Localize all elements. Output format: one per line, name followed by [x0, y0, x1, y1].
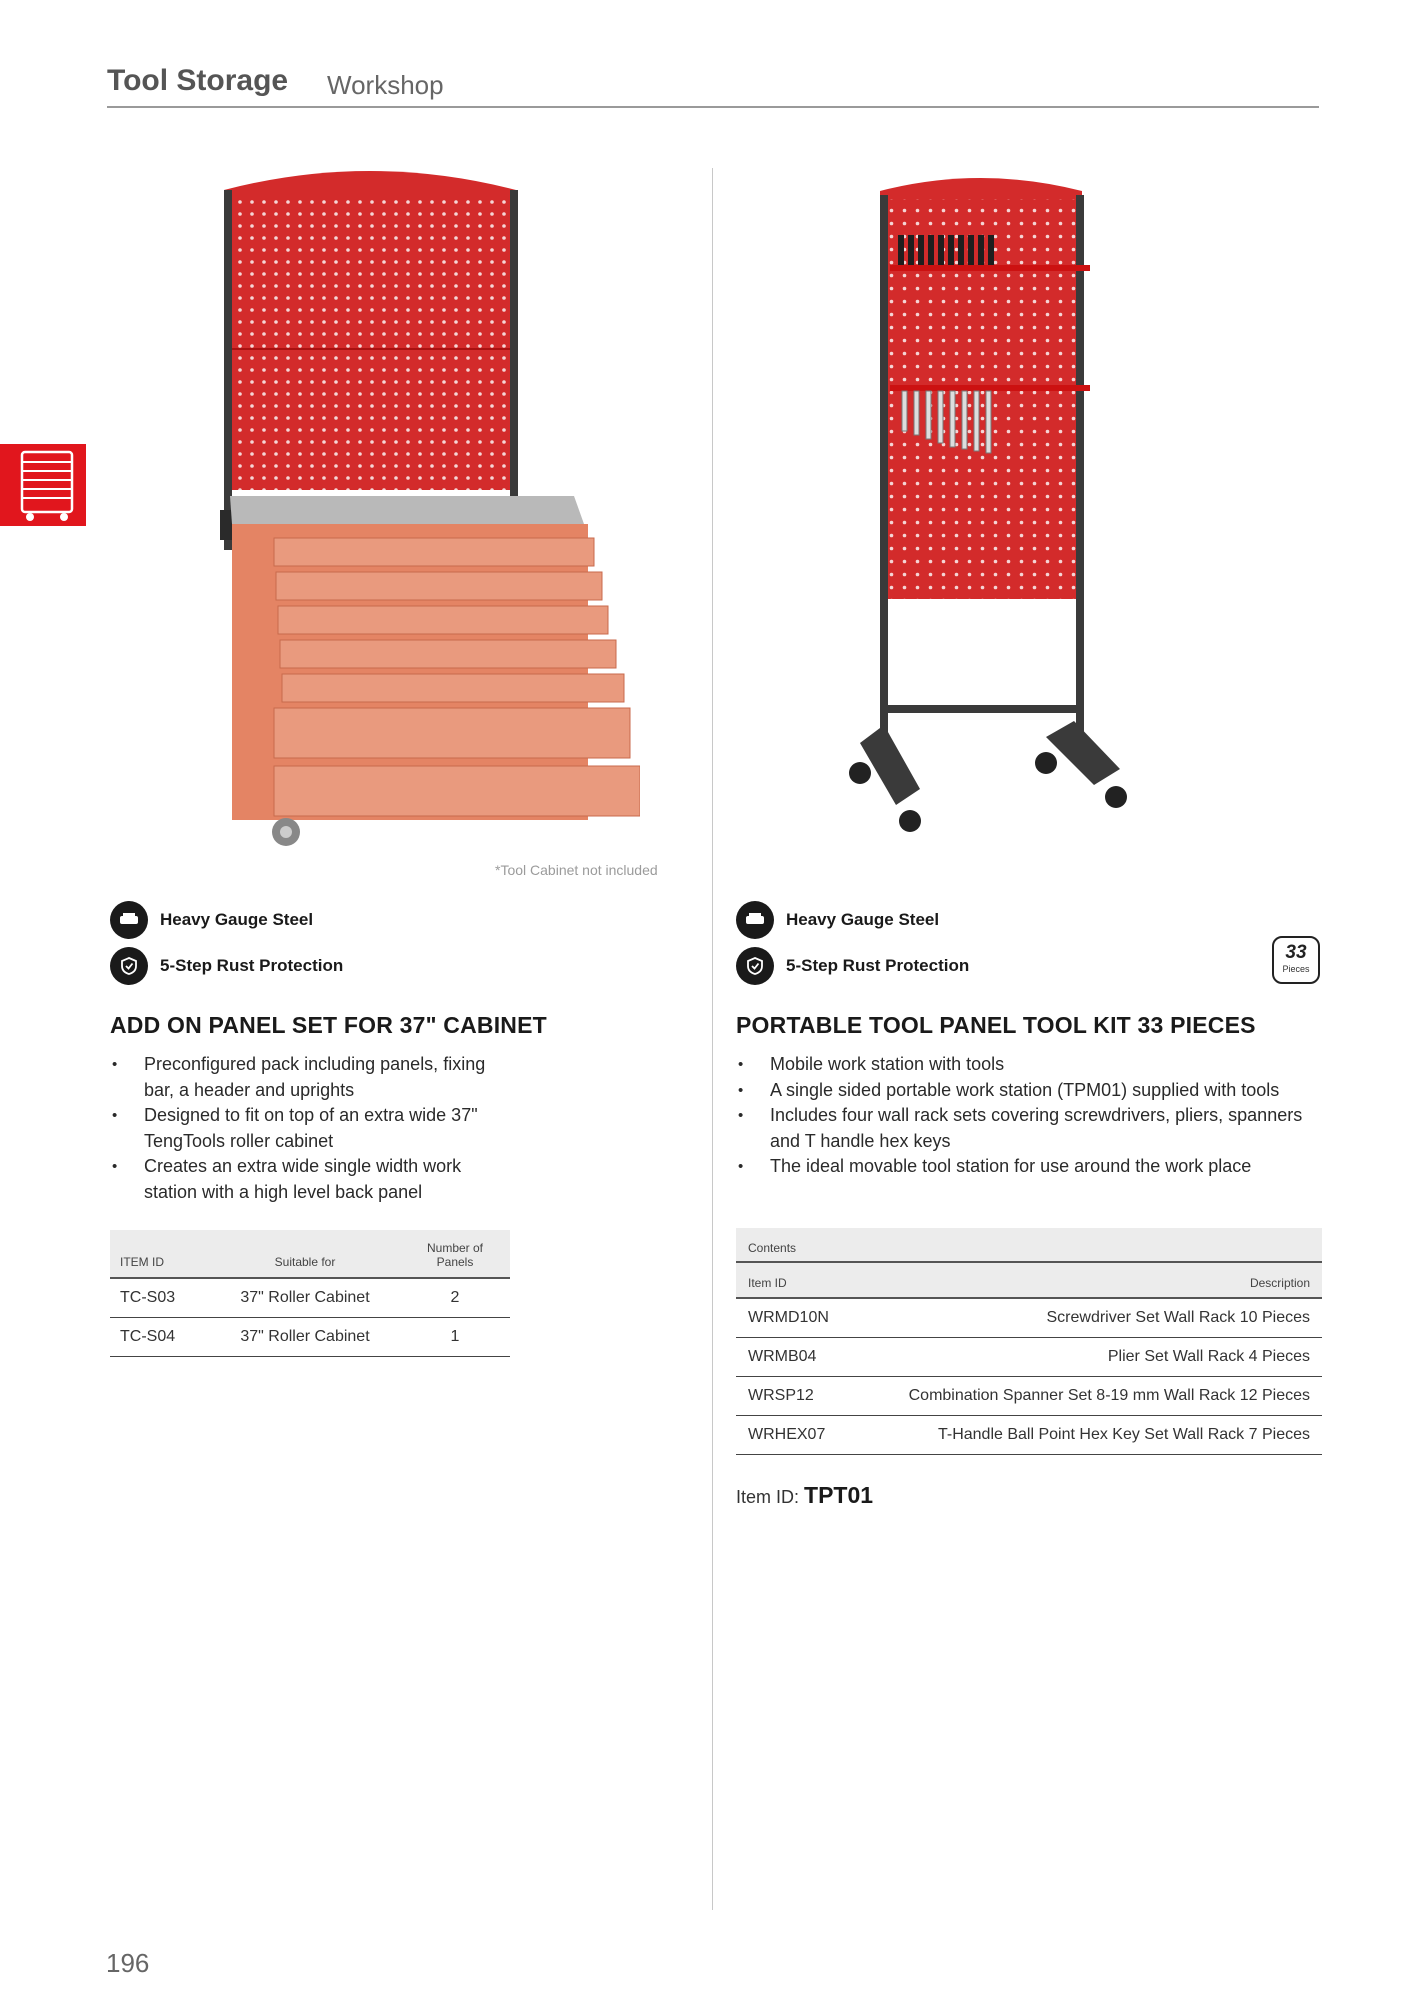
left-product-title: ADD ON PANEL SET FOR 37" CABINET [110, 1012, 547, 1038]
table-header-row [110, 1230, 510, 1278]
steel-icon [110, 901, 148, 939]
table-cell: 1 [400, 1317, 510, 1356]
item-id [736, 1482, 873, 1509]
right-features [736, 900, 969, 992]
steel-icon [736, 901, 774, 939]
list-item: • Includes four wall rack sets covering screwdrivers, pliers, spanners and T handle hex keys [736, 1103, 1326, 1154]
feature-heavy-gauge-steel: Heavy Gauge Steel [736, 900, 969, 940]
chapter-tab [0, 444, 86, 526]
item-id-value: TPT01 [804, 1482, 874, 1508]
table-cell: WRHEX07 [736, 1415, 852, 1454]
page-number: 196 [106, 1948, 150, 1978]
panel-set-table [110, 1230, 510, 1357]
column-header: Item ID [736, 1262, 852, 1298]
table-header-row [736, 1262, 1322, 1298]
table-cell: Plier Set Wall Rack 4 Pieces [852, 1337, 1322, 1376]
table-row [110, 1278, 510, 1317]
column-header: Number of Panels [400, 1230, 510, 1278]
table-cell: Combination Spanner Set 8-19 mm Wall Rack 12 Pieces [852, 1376, 1322, 1415]
section-title: Tool Storage [107, 64, 289, 97]
left-features [110, 900, 343, 992]
list-item: • A single sided portable work station (TPM01) supplied with tools [736, 1078, 1326, 1104]
list-item: • Designed to fit on top of an extra wide 37" TengTools roller cabinet [110, 1103, 510, 1154]
list-item: • The ideal movable tool station for use around the work place [736, 1154, 1326, 1180]
section-subtitle: Workshop [327, 70, 444, 100]
table-row [736, 1337, 1322, 1376]
panel-set-product-image [210, 160, 640, 860]
table-caption: Contents [736, 1228, 1322, 1262]
rust-shield-icon [110, 947, 148, 985]
table-cell: WRMD10N [736, 1298, 852, 1337]
table-row [110, 1317, 510, 1356]
feature-rust-protection: 5-Step Rust Protection [110, 946, 343, 986]
table-caption-row [736, 1228, 1322, 1262]
table-cell: TC-S03 [110, 1278, 210, 1317]
feature-rust-protection: 5-Step Rust Protection [736, 946, 969, 986]
table-row [736, 1376, 1322, 1415]
column-divider [712, 168, 713, 1910]
column-header: ITEM ID [110, 1230, 210, 1278]
column-header: Suitable for [210, 1230, 400, 1278]
right-product-title: PORTABLE TOOL PANEL TOOL KIT 33 PIECES [736, 1012, 1256, 1038]
right-bullet-list [736, 1052, 1326, 1180]
portable-tool-panel-image [820, 165, 1240, 855]
table-cell: WRMB04 [736, 1337, 852, 1376]
list-item: • Creates an extra wide single width work station with a high level back panel [110, 1154, 510, 1205]
image-footnote: *Tool Cabinet not included [495, 862, 658, 878]
table-cell: 37" Roller Cabinet [210, 1278, 400, 1317]
kit-contents-table [736, 1228, 1322, 1455]
table-row [736, 1415, 1322, 1454]
table-cell: TC-S04 [110, 1317, 210, 1356]
table-cell: WRSP12 [736, 1376, 852, 1415]
table-cell: Screwdriver Set Wall Rack 10 Pieces [852, 1298, 1322, 1337]
column-header: Description [852, 1262, 1322, 1298]
table-cell: 2 [400, 1278, 510, 1317]
left-bullet-list [110, 1052, 510, 1205]
piece-count-badge: 33 Pieces [1272, 936, 1320, 984]
rust-shield-icon [736, 947, 774, 985]
page-header [107, 62, 1319, 108]
tool-cabinet-icon [0, 444, 86, 526]
feature-heavy-gauge-steel: Heavy Gauge Steel [110, 900, 343, 940]
table-cell: T-Handle Ball Point Hex Key Set Wall Rack 7 Pieces [852, 1415, 1322, 1454]
table-row [736, 1298, 1322, 1337]
list-item: • Preconfigured pack including panels, fixing bar, a header and uprights [110, 1052, 510, 1103]
list-item: • Mobile work station with tools [736, 1052, 1326, 1078]
table-cell: 37" Roller Cabinet [210, 1317, 400, 1356]
item-id-label: Item ID: [736, 1487, 800, 1507]
